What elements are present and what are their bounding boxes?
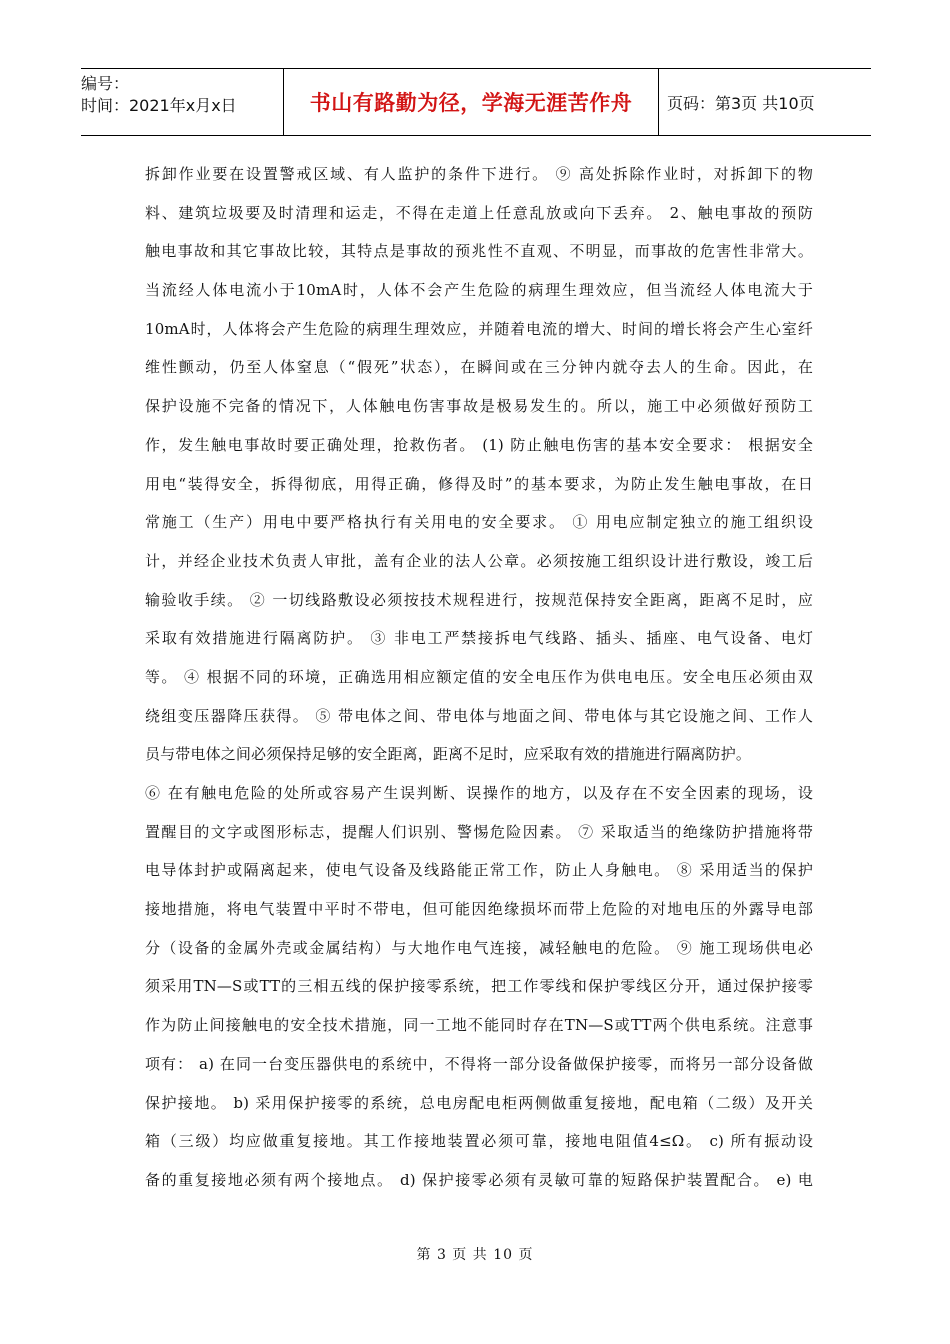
body-line: 员与带电体之间必须保持足够的安全距离，距离不足时，应采取有效的措施进行隔离防护。 (145, 745, 752, 764)
body-line: 采取有效措施进行隔离防护。 ③ 非电工严禁接拆电气线路、插头、插座、电气设备、电灯 (145, 629, 813, 648)
body-line: 常施工（生产）用电中要严格执行有关用电的安全要求。 ① 用电应制定独立的施工组织设 (145, 513, 813, 532)
body-line: 等。 ④ 根据不同的环境，正确选用相应额定值的安全电压作为供电电压。安全电压必须由双 (145, 667, 813, 686)
header-page-info: 页码：第3页 共10页 (667, 93, 815, 113)
body-line: 作，发生触电事故时要正确处理，抢救伤者。 (1) 防止触电伤害的基本安全要求： 根据安全 (145, 435, 813, 454)
document-number-label: 编号： (81, 74, 130, 93)
document-date-label: 时间：2021年x月x日 (81, 96, 237, 115)
body-line: 计，并经企业技术负责人审批，盖有企业的法人公章。必须按施工组织设计进行敷设，竣工后 (145, 551, 813, 570)
body-line: 料、建筑垃圾要及时清理和运走，不得在走道上任意乱放或向下丢弃。 2、触电事故的预防 (145, 203, 813, 222)
body-line: 接地措施，将电气装置中平时不带电，但可能因绝缘损坏而带上危险的对地电压的外露导电部 (145, 900, 813, 919)
body-line: 维性颤动，仍至人体窒息（“假死”状态），在瞬间或在三分钟内就夺去人的生命。因此，在 (145, 358, 813, 377)
header-motto-cell (283, 69, 659, 135)
body-line: 绕组变压器降压获得。 ⑤ 带电体之间、带电体与地面之间、带电体与其它设施之间、工作人 (145, 706, 813, 725)
body-line: 保护设施不完备的情况下，人体触电伤害事故是极易发生的。所以，施工中必须做好预防工 (145, 397, 813, 416)
body-line: 触电事故和其它事故比较，其特点是事故的预兆性不直观、不明显，而事故的危害性非常大。 (145, 242, 813, 261)
header-motto: 书山有路勤为径，学海无涯苦作舟 (309, 91, 633, 115)
page-header (81, 68, 871, 136)
body-line: 当流经人体电流小于10mA时，人体不会产生危险的病理生理效应，但当流经人体电流大于 (145, 281, 813, 300)
body-line: 分（设备的金属外壳或金属结构）与大地作电气连接，减轻触电的危险。 ⑨ 施工现场供电必 (145, 938, 813, 957)
body-line: 10mA时，人体将会产生危险的病理生理效应，并随着电流的增大、时间的增长将会产生心室纤 (145, 319, 813, 338)
body-line: 作为防止间接触电的安全技术措施，同一工地不能同时存在TN—S或TT两个供电系统。注意事 (145, 1016, 813, 1035)
body-line: 保护接地。 b) 采用保护接零的系统，总电房配电柜两侧做重复接地，配电箱（二级）及开关 (145, 1093, 813, 1112)
body-line: 备的重复接地必须有两个接地点。 d) 保护接零必须有灵敏可靠的短路保护装置配合。 e) 电 (145, 1170, 813, 1189)
page-footer: 第 3 页 共 10 页 (416, 1247, 534, 1263)
body-line: 须采用TN—S或TT的三相五线的保护接零系统，把工作零线和保护零线区分开，通过保护接零 (145, 977, 813, 996)
body-line: ⑥ 在有触电危险的处所或容易产生误判断、误操作的地方，以及存在不安全因素的现场，设 (145, 784, 813, 802)
header-meta (81, 69, 283, 135)
body-line: 拆卸作业要在设置警戒区域、有人监护的条件下进行。 ⑨ 高处拆除作业时，对拆卸下的物 (145, 165, 813, 183)
body-line: 项有： a) 在同一台变压器供电的系统中，不得将一部分设备做保护接零，而将另一部分设备做 (145, 1054, 813, 1073)
body-line: 用电“装得安全，拆得彻底，用得正确，修得及时”的基本要求，为防止发生触电事故，在日 (145, 474, 813, 493)
body-line: 电导体封护或隔离起来，使电气设备及线路能正常工作，防止人身触电。 ⑧ 采用适当的保护 (145, 861, 813, 880)
body-line: 置醒目的文字或图形标志，提醒人们识别、警惕危险因素。 ⑦ 采取适当的绝缘防护措施将带 (145, 822, 813, 841)
body-line: 输验收手续。 ② 一切线路敷设必须按技术规程进行，按规范保持安全距离，距离不足时，应 (145, 590, 813, 609)
body-line: 箱（三级）均应做重复接地。其工作接地装置必须可靠，接地电阻值4≤Ω。 c) 所有振动设 (145, 1132, 813, 1151)
body-text (145, 155, 813, 1200)
